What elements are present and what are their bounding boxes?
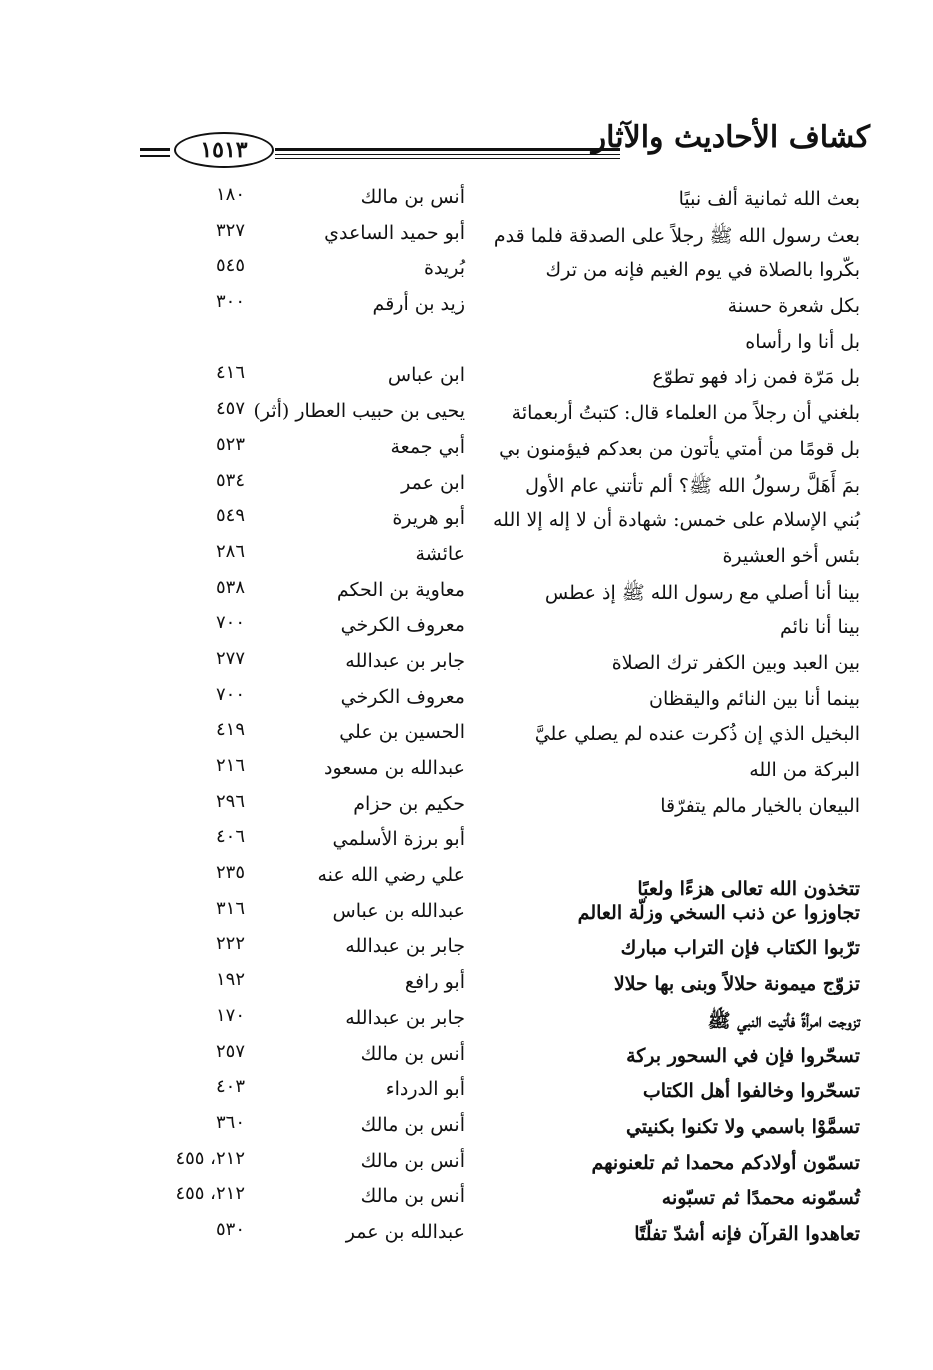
page-reference: ١٨٠ (215, 184, 245, 205)
narrator-name: علي رضي الله عنه (317, 864, 465, 887)
page-number: ١٥١٣ (174, 132, 274, 168)
narrator-name: أنس بن مالك (360, 1042, 465, 1065)
narrator-name: ابن عمر (401, 471, 465, 494)
page-reference: ٧٠٠ (215, 683, 245, 705)
book-title: كشاف الأحاديث والآثار (591, 120, 870, 155)
hadith-text: تسحّروا فإن في السحور بركة (626, 1044, 860, 1067)
page-reference: ٤٠٣ (215, 1076, 245, 1098)
hadith-text: تزوّج ميمونة حلالاً وبنى بها حلالا (613, 973, 860, 996)
narrator-name: جابر بن عبدالله (345, 1006, 465, 1029)
hadith-text: بمَ أَهَلَّ رسولُ الله ﷺ؟ ألم تأتني عام الأول (525, 474, 860, 497)
hadith-text: تسحّروا وخالفوا أهل الكتاب (642, 1080, 860, 1103)
narrator-name: أبو رافع (404, 971, 465, 994)
page-reference: ٢٧٧ (215, 647, 245, 669)
page-reference: ٣١٦ (215, 897, 245, 919)
index-entry-row (140, 1074, 860, 1110)
index-entry-row (140, 1181, 860, 1217)
index-entry-row (140, 1146, 860, 1182)
narrator-name: أبي جمعة (390, 435, 465, 458)
index-entry-row (140, 182, 860, 218)
hadith-text: تسمّون أولادكم محمدا ثم تلعنونهم (591, 1151, 860, 1174)
narrator-name: معاوية بن الحكم (336, 578, 465, 601)
hadith-text: ترّبوا الكتاب فإن التراب مبارك (620, 937, 860, 960)
page-reference: ٤٠٦ (215, 826, 245, 848)
page-reference: ٢٥٧ (215, 1040, 245, 1062)
page-reference: ٧٠٠ (215, 612, 245, 634)
hadith-text: بُني الإسلام على خمس: شهادة أن لا إله إلا الله (492, 509, 860, 532)
index-entry-row (140, 1039, 860, 1075)
narrator-name: عبدالله بن عمر (345, 1220, 465, 1243)
narrator-name: جابر بن عبدالله (345, 649, 465, 672)
hadith-text: بل قومًا من أمتي يأتون من بعدكم فيؤمنون بي (499, 437, 860, 460)
index-entries (140, 182, 860, 1253)
page-reference: ٥٣٨ (215, 576, 245, 598)
index-entry-row (140, 1003, 860, 1039)
page-reference: ٥٢٣ (215, 433, 245, 455)
hadith-text: بعث رسول الله ﷺ رجلاً على الصدقة فلما قدم (493, 224, 860, 247)
narrator-name: عائشة (415, 542, 465, 565)
page-reference: ٥٤٩ (215, 505, 245, 527)
index-entry-row (140, 789, 860, 825)
hadith-text: بينا أنا نائم (780, 616, 860, 639)
hadith-text: بينما أنا بين النائم واليقظان (649, 687, 860, 710)
index-entry-row (140, 610, 860, 646)
index-entry-row (140, 967, 860, 1003)
hadith-text: بلغني أن رجلاً من العلماء قال: كتبتُ أربعمائة (511, 402, 860, 425)
index-entry-row (140, 253, 860, 289)
index-entry-row (140, 717, 860, 753)
hadith-text: تُسمّونه محمدًا ثم تسبّونه (661, 1187, 860, 1210)
hadith-text: بل مَرّة فمن زاد فهو تطوّع (652, 366, 860, 389)
hadith-text: تزوجت امرأةً فأتيت النبي ﷺ (707, 1009, 860, 1032)
index-entry-row (140, 824, 860, 860)
narrator-name: أنس بن مالك (360, 186, 465, 208)
page-reference: ٤٥٧ (215, 398, 245, 420)
index-entry-row (140, 468, 860, 504)
hadith-text: البيعان بالخيار مالم يتفرّقا (660, 794, 860, 817)
hadith-text: بينا أنا أصلي مع رسول الله ﷺ إذ عطس (544, 581, 860, 604)
page-reference: ٣٦٠ (215, 1111, 245, 1133)
page-reference: ٥٣٠ (215, 1218, 245, 1240)
narrator-name: أبو حميد الساعدي (324, 221, 465, 244)
narrator-name: ابن عباس (387, 364, 465, 387)
page-reference: ١٧٠ (215, 1004, 245, 1026)
page-reference: ٤١٦ (215, 362, 245, 384)
index-entry-row (140, 860, 860, 901)
narrator-name: أبو هريرة (392, 507, 465, 530)
narrator-name: أنس بن مالك (360, 1185, 465, 1208)
index-entry-row (140, 1110, 860, 1146)
index-entry-row (140, 931, 860, 967)
page-reference: ٢١٦ (215, 755, 245, 776)
narrator-name: أبو الدرداء (385, 1078, 465, 1101)
hadith-text: بعث الله ثمانية ألف نبيًا (678, 188, 860, 210)
hadith-text: تعاهدوا القرآن فإنه أشدّ تفلّتًا (634, 1222, 860, 1245)
page-reference: ٢٩٦ (215, 790, 245, 812)
page-reference: ٢١٢، ٤٥٥ (175, 1183, 245, 1205)
page-reference: ٢١٢، ٤٥٥ (175, 1147, 245, 1169)
header-rule-short (140, 148, 170, 151)
index-entry-row (140, 325, 860, 361)
index-entry-row (140, 1217, 860, 1253)
page-reference: ٣٢٧ (215, 219, 245, 241)
narrator-name: يحيى بن حبيب العطار (أثر) (253, 400, 465, 423)
page-reference: ٥٣٤ (215, 469, 245, 491)
index-entry-row (140, 218, 860, 254)
narrator-name: أنس بن مالك (360, 1149, 465, 1172)
hadith-text: تجاوزوا عن ذنب السخي وزلّة العالم (577, 901, 860, 924)
narrator-name: جابر بن عبدالله (345, 935, 465, 958)
header-rule (275, 148, 620, 151)
narrator-name: معروف الكرخي (340, 685, 465, 708)
page-reference: ٤١٩ (215, 719, 245, 741)
hadith-text: بين العبد وبين الكفر ترك الصلاة (611, 651, 860, 674)
hadith-text: تتخذون الله تعالى هزءًا ولعبًا (637, 878, 860, 901)
page-reference: ٣٠٠ (215, 291, 245, 313)
narrator-name: أنس بن مالك (360, 1113, 465, 1136)
narrator-name: زيد بن أرقم (372, 293, 465, 316)
narrator-name: معروف الكرخي (340, 614, 465, 637)
index-entry-row (140, 539, 860, 575)
hadith-text: بكل شعرة حسنة (727, 295, 860, 318)
index-entry-row (140, 682, 860, 718)
page-reference: ٢٨٦ (215, 540, 245, 562)
narrator-name: أبو برزة الأسلمي (332, 828, 465, 851)
index-entry-row (140, 289, 860, 325)
hadith-text: بئس أخو العشيرة (722, 544, 860, 567)
page-reference: ٢٣٥ (215, 862, 245, 884)
hadith-text: تسمَّوْا باسمي ولا تكنوا بكنيتي (625, 1115, 860, 1138)
index-entry-row (140, 503, 860, 539)
hadith-text: البركة من الله (749, 759, 860, 781)
hadith-text: البخيل الذي إن ذُكرت عنده لم يصلي عليَّ (534, 723, 860, 746)
hadith-text: بكّروا بالصلاة في يوم الغيم فإنه من ترك (545, 259, 860, 282)
hadith-text: بل أنا وا رأساه (745, 330, 860, 353)
index-entry-row (140, 646, 860, 682)
index-entry-row (140, 396, 860, 432)
page-reference: ٥٤٥ (215, 255, 245, 277)
narrator-name: حكيم بن حزام (353, 792, 465, 815)
index-entry-row (140, 896, 860, 932)
index-entry-row (140, 753, 860, 789)
page-reference: ٢٢٢ (215, 933, 245, 955)
narrator-name: بُريدة (424, 257, 465, 280)
index-entry-row (140, 360, 860, 396)
page-header (140, 118, 870, 168)
index-entry-row (140, 575, 860, 611)
index-entry-row (140, 432, 860, 468)
narrator-name: عبدالله بن مسعود (324, 757, 465, 779)
page-reference: ١٩٢ (215, 969, 245, 991)
narrator-name: الحسين بن علي (339, 721, 465, 744)
narrator-name: عبدالله بن عباس (332, 899, 465, 922)
